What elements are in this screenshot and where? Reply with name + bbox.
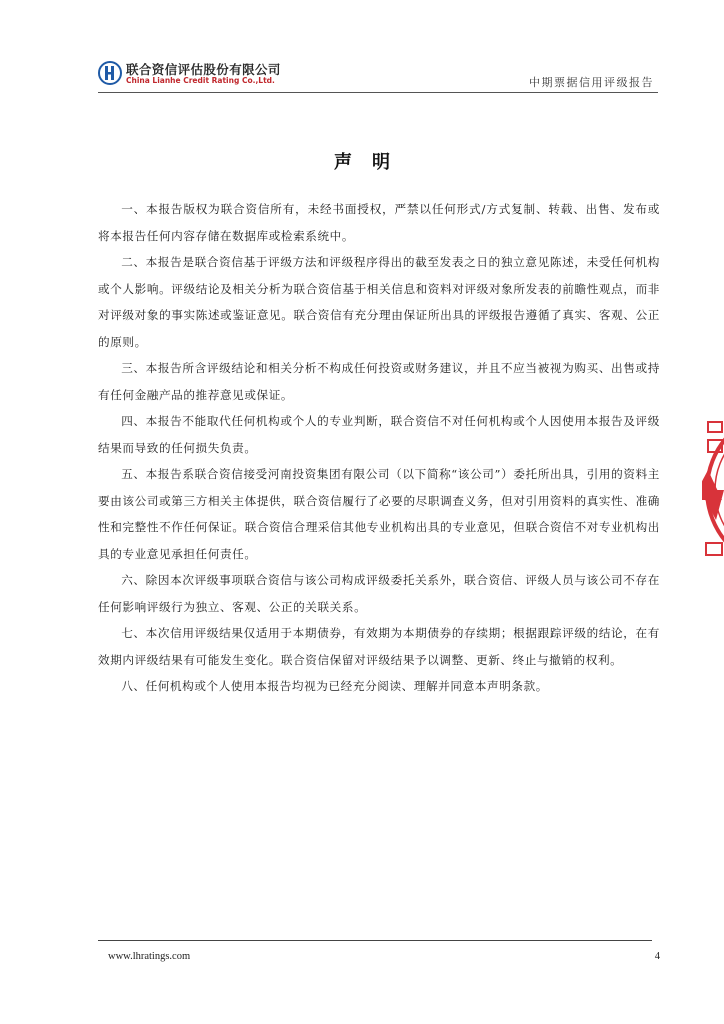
footer-divider	[98, 940, 652, 941]
statement-paragraph-3: 三、本报告所含评级结论和相关分析不构成任何投资或财务建议，并且不应当被视为购买、出售或持有任何金融产品的推荐意见或保证。	[98, 361, 660, 402]
statement-paragraph-5: 五、本报告系联合资信接受河南投资集团有限公司（以下简称“该公司”）委托所出具，引用的资料主要由该公司或第三方相关主体提供，联合资信履行了必要的尽职调查义务，但对引用资料的真实性、准确性和完整性不作任何保证。联合资信合理采信其他专业机构出具的专业意见，但联合资信不对专业机构出具的专业意见承担任何责任。	[98, 467, 660, 561]
page-title: 声明	[334, 152, 410, 173]
page-number: 4	[654, 951, 660, 962]
footer-website-link[interactable]: www.lhratings.com	[108, 951, 191, 962]
statement-paragraph-1: 一、本报告版权为联合资信所有，未经书面授权，严禁以任何形式/方式复制、转载、出售、发布或将本报告任何内容存储在数据库或检索系统中。	[98, 202, 660, 243]
company-logo	[98, 60, 298, 90]
statement-paragraph-6: 六、除因本次评级事项联合资信与该公司构成评级委托关系外，联合资信、评级人员与该公司不存在任何影响评级行为独立、客观、公正的关联关系。	[98, 573, 660, 614]
lianhe-logo-icon	[98, 60, 122, 86]
logo-company-name-en: China Lianhe Credit Rating Co.,Ltd.	[126, 76, 275, 85]
report-type-header: 中期票据信用评级报告	[529, 76, 654, 89]
logo-company-name-cn: 联合资信评估股份有限公司	[126, 62, 281, 77]
company-seal-stamp	[702, 408, 724, 573]
header-divider	[98, 92, 658, 93]
statement-paragraph-7: 七、本次信用评级结果仅适用于本期债券，有效期为本期债券的存续期；根据跟踪评级的结论，在有效期内评级结果有可能发生变化。联合资信保留对评级结果予以调整、更新、终止与撤销的权利。	[98, 626, 660, 667]
statement-body	[98, 196, 660, 700]
statement-paragraph-4: 四、本报告不能取代任何机构或个人的专业判断，联合资信不对任何机构或个人因使用本报告及评级结果而导致的任何损失负责。	[98, 414, 660, 455]
statement-paragraph-2: 二、本报告是联合资信基于评级方法和评级程序得出的截至发表之日的独立意见陈述，未受任何机构或个人影响。评级结论及相关分析为联合资信基于相关信息和资料对评级对象所发表的前瞻性观点，而非对评级对象的事实陈述或鉴证意见。联合资信有充分理由保证所出具的评级报告遵循了真实、客观、公正的原则。	[98, 255, 660, 349]
statement-paragraph-8: 八、任何机构或个人使用本报告均视为已经充分阅读、理解并同意本声明条款。	[121, 679, 548, 693]
